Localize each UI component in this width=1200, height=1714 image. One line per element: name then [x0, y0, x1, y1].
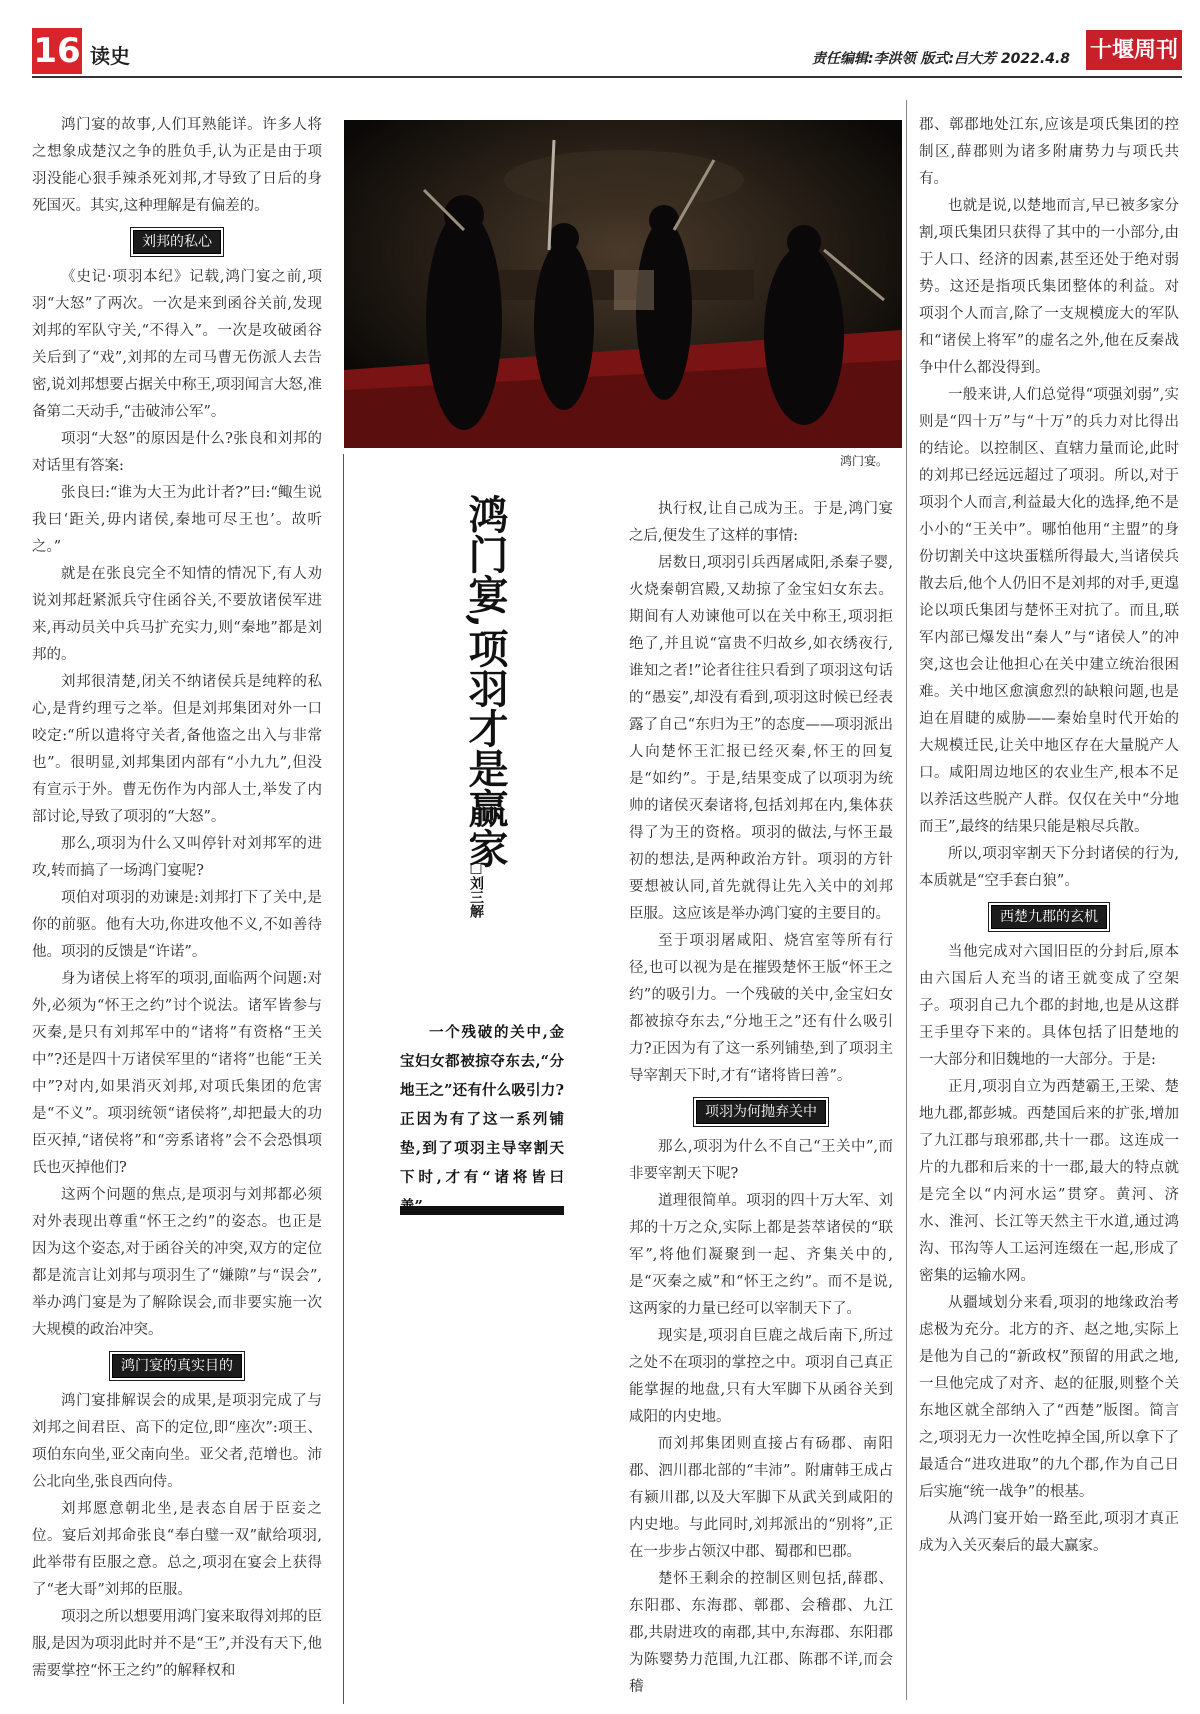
subheading: 刘邦的私心 — [133, 230, 221, 254]
paragraph: 而刘邦集团则直接占有砀郡、南阳郡、泗川郡北部的“丰沛”。附庸韩王成占有颍川郡,以及大军脚下从武关到咸阳的内史地。与此同时,刘邦派出的“别将”,正在一步步占领汉中郡、蜀郡和巴郡。 — [629, 1436, 893, 1560]
paragraph: 一般来讲,人们总觉得“项强刘弱”,实则是“四十万”与“十万”的兵力对比得出的结论。以控制区、直辖力量而论,此时的刘邦已经远远超过了项羽。所以,对于项羽个人而言,利益最大化的选择,绝不是小小的“王关中”。哪怕他用“主盟”的身份切割关中这块蛋糕所得最大,当诸侯兵散去后,他个人仍旧不是刘邦的对手,更遑论以项氏集团与楚怀王对抗了。而且,联军内部已爆发出“秦人”与“诸侯人”的冲突,这也会让他担心在关中建立统治很困难。关中地区愈演愈烈的缺粮问题,也是迫在眉睫的威胁——秦始皇时代开始的大规模迁民,让关中地区存在大量脱产人口。咸阳周边地区的农业生产,根本不足以养活这些脱产人群。仅仅在关中“分地而王”,最终的结果只能是粮尽兵散。 — [919, 387, 1179, 835]
paragraph: 郡、鄣郡地处江东,应该是项氏集团的控制区,薛郡则为诸多附庸势力与项氏共有。 — [919, 117, 1179, 187]
paragraph: 刘邦很清楚,闭关不纳诸侯兵是纯粹的私心,是背约理亏之举。但是刘邦集团对外一口咬定:“所以遣将守关者,备他盗之出入与非常也”。很明显,刘邦集团内部有“小九九”,但没有宣示于外。曹无伤作为内部人士,举发了内部讨论,导致了项羽的“大怒”。 — [32, 674, 322, 825]
paragraph: 刘邦愿意朝北坐,是表态自居于臣妾之位。宴后刘邦命张良“奉白璧一双”献给项羽,此举带有臣服之意。总之,项羽在宴会上获得了“老大哥”刘邦的臣服。 — [32, 1501, 322, 1598]
paragraph: 就是在张良完全不知情的情况下,有人劝说刘邦赶紧派兵守住函谷关,不要放诸侯军进来,再动员关中兵马扩充实力,则“秦地”都是刘邦的。 — [32, 566, 322, 663]
photo-caption: 鸿门宴。 — [840, 454, 889, 468]
paragraph: 现实是,项羽自巨鹿之战后南下,所过之处不在项羽的掌控之中。项羽自己真正能掌握的地盘,只有大军脚下从函谷关到咸阳的内史地。 — [629, 1328, 893, 1425]
column-1 — [32, 112, 322, 1685]
paragraph: 正月,项羽自立为西楚霸王,王梁、楚地九郡,都彭城。西楚国后来的扩张,增加了九江郡与琅邪郡,共十一郡。这连成一片的九郡和后来的十一郡,最大的特点就是完全以“内河水运”贯穿。黄河、济水、淮河、长江等天然主干水道,通过鸿沟、邗沟等人工运河连缀在一起,形成了密集的运输水网。 — [919, 1079, 1179, 1284]
paragraph: 楚怀王剩余的控制区则包括,薛郡、东阳郡、东海郡、鄣郡、会稽郡、九江郡,共尉进攻的南郡,其中,东海郡、东阳郡为陈婴势力范围,九江郡、陈郡不详,而会稽 — [629, 1571, 893, 1695]
pull-quote-bar — [400, 1206, 564, 1215]
subheading: 项羽为何抛弃关中 — [696, 1100, 826, 1124]
subheading: 鸿门宴的真实目的 — [112, 1354, 242, 1378]
column-rule — [906, 100, 907, 1700]
panel-divider — [343, 454, 344, 1704]
paragraph: 执行权,让自己成为王。于是,鸿门宴之后,便发生了这样的事情: — [629, 501, 893, 544]
header-rule — [32, 76, 1182, 78]
paragraph: 当他完成对六国旧臣的分封后,原本由六国后人充当的诸王就变成了空架子。项羽自己九个郡的封地,也是从这群王手里夺下来的。具体包括了旧楚地的一大部分和旧魏地的一大部分。于是: — [919, 944, 1179, 1068]
column-4 — [919, 112, 1179, 1560]
paragraph: 《史记·项羽本纪》记载,鸿门宴之前,项羽“大怒”了两次。一次是来到函谷关前,发现刘邦的军队守关,“不得入”。一次是攻破函谷关后到了“戏”,刘邦的左司马曹无伤派人去告密,说刘邦想要占据关中称王,项羽闻言大怒,准备第二天动手,“击破沛公军”。 — [32, 269, 322, 420]
paragraph: 项羽之所以想要用鸿门宴来取得刘邦的臣服,是因为项羽此时并不是“王”,并没有天下,他需要掌控“怀王之约”的解释权和 — [32, 1609, 322, 1679]
column-3 — [629, 496, 893, 1701]
section-title: 读史 — [90, 44, 130, 68]
article-photo — [344, 120, 902, 448]
paragraph: 鸿门宴排解误会的成果,是项羽完成了与刘邦之间君臣、高下的定位,即“座次”:项王、项伯东向坐,亚父南向坐。亚父者,范增也。沛公北向坐,张良西向侍。 — [32, 1393, 322, 1490]
banquet-scene-illustration — [344, 120, 902, 448]
paragraph: 那么,项羽为什么不自己“王关中”,而非要宰割天下呢? — [629, 1139, 893, 1182]
paragraph: 身为诸侯上将军的项羽,面临两个问题:对外,必须为“怀王之约”讨个说法。诸军皆参与灭秦,是只有刘邦军中的“诸将”有资格“王关中”?还是四十万诸侯军里的“诸将”也能“王关中”?对内,如果消灭刘邦,对项氏集团的危害是“不义”。项羽统领“诸侯将”,却把最大的功臣灭掉,“诸侯将”和“旁系诸将”会不会恐惧项氏也灭掉他们? — [32, 971, 322, 1176]
page-number: 16 — [32, 28, 82, 74]
paragraph: 鸿门宴的故事,人们耳熟能详。许多人将之想象成楚汉之争的胜负手,认为正是由于项羽没能心狠手辣杀死刘邦,才导致了日后的身死国灭。其实,这种理解是有偏差的。 — [32, 117, 322, 214]
pull-quote — [400, 1018, 564, 1221]
paragraph: 从鸿门宴开始一路至此,项羽才真正成为入关灭秦后的最大赢家。 — [919, 1511, 1179, 1554]
paragraph: 居数日,项羽引兵西屠咸阳,杀秦子婴,火烧秦朝宫殿,又劫掠了金宝妇女东去。期间有人劝谏他可以在关中称王,项羽拒绝了,并且说“富贵不归故乡,如衣绣夜行,谁知之者!”论者往往只看到了项羽这句话的“愚妄”,却没有看到,项羽这时候已经表露了自己“东归为王”的态度——项羽派出人向楚怀王汇报已经灭秦,怀王的回复是“如约”。于是,结果变成了以项羽为统帅的诸侯灭秦诸将,包括刘邦在内,集体获得了为王的资格。项羽的做法,与怀王最初的想法,是两种政治方针。项羽的方针要想被认同,首先就得让先入关中的刘邦臣服。这应该是举办鸿门宴的主要目的。 — [629, 555, 893, 922]
article-title: 鸿门宴,项羽才是赢家 — [462, 494, 509, 868]
paragraph: 从疆域划分来看,项羽的地缘政治考虑极为充分。北方的齐、赵之地,实际上是他为自己的“新政权”预留的用武之地,一旦他完成了对齐、赵的征服,则整个关东地区就全部纳入了“西楚”版图。简言之,项羽无力一次性吃掉全国,所以拿下了最适合“进攻进取”的九个郡,作为自己日后实施“统一战争”的根基。 — [919, 1295, 1179, 1500]
paragraph: 也就是说,以楚地而言,早已被多家分割,项氏集团只获得了其中的一小部分,由于人口、经济的因素,甚至还处于绝对弱势。这还是指项氏集团整体的利益。对项羽个人而言,除了一支规模庞大的军队和“诸侯上将军”的虚名之外,他在反秦战争中什么都没得到。 — [919, 198, 1179, 376]
pull-quote-text: 一个残破的关中,金宝妇女都被掠夺东去,“分地王之”还有什么吸引力?正因为有了这一系列铺垫,到了项羽主导宰割天下时,才有“诸将皆曰 — [400, 1024, 564, 1186]
paragraph: 那么,项羽为什么又叫停针对刘邦军的进攻,转而搞了一场鸿门宴呢? — [32, 836, 322, 879]
paragraph: 这两个问题的焦点,是项羽与刘邦都必须对外表现出尊重“怀王之约”的姿态。也正是因为这个姿态,对于函谷关的冲突,双方的定位都是流言让刘邦与项羽生了“嫌隙”与“误会”,举办鸿门宴是为了解除误会,而非要实施一次大规模的政治冲突。 — [32, 1187, 322, 1338]
paragraph: 道理很简单。项羽的四十万大军、刘邦的十万之众,实际上都是荟萃诸侯的“联军”,将他们凝聚到一起、齐集关中的,是“灭秦之威”和“怀王之约”。而不是说,这两家的力量已经可以宰制天下了。 — [629, 1193, 893, 1317]
editor-credits: 责任编辑:李洪领 版式:吕大芳 2022.4.8 — [811, 51, 1070, 67]
paragraph: 项羽“大怒”的原因是什么?张良和刘邦的对话里有答案: — [32, 431, 322, 474]
paragraph: 至于项羽屠咸阳、烧宫室等所有行径,也可以视为是在摧毁楚怀王版“怀王之约”的吸引力。一个残破的关中,金宝妇女都被掠夺东去,“分地王之”还有什么吸引力?正因为有了这一系列铺垫,到了项羽主导宰割天下时,才有“诸将皆曰善”。 — [629, 933, 893, 1084]
paragraph: 张良曰:“谁为大王为此计者?”曰:“鲰生说我曰‘距关,毋内诸侯,秦地可尽王也’。故听之。” — [32, 485, 322, 555]
paragraph: 所以,项羽宰割天下分封诸侯的行为,本质就是“空手套白狼”。 — [919, 846, 1179, 889]
author-byline: □刘三解 — [468, 860, 484, 918]
subheading: 西楚九郡的玄机 — [991, 905, 1107, 929]
paragraph: 项伯对项羽的劝谏是:刘邦打下了关中,是你的前驱。他有大功,你进攻他不义,不如善待他。项羽的反馈是“许诺”。 — [32, 890, 322, 960]
publication-logo: 十堰周刊 — [1086, 30, 1182, 70]
